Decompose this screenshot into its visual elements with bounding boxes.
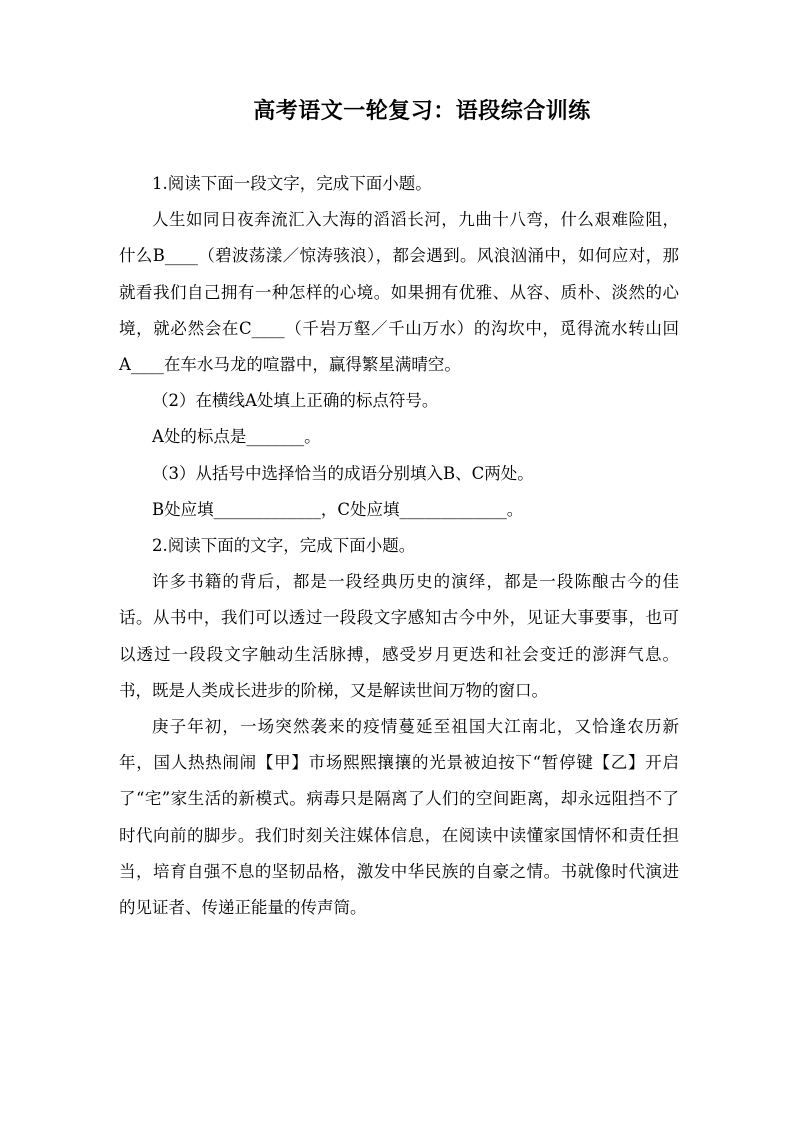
question-1-part-2-answer: A处的标点是_______。 <box>152 427 321 447</box>
document-body <box>119 166 679 926</box>
question-1-passage: 人生如同日夜奔流汇入大海的滔滔长河，九曲十八弯，什么艰难险阻，什么B____（碧波荡漾／惊涛骇浪），都会遇到。风浪汹涌中，如何应对，那就看我们自己拥有一种怎样的心境。如果拥有优雅、从容、质朴、淡然的心境，就必然会在C____（千岩万壑／千山万水）的沟坎中，觅得流水转山回A____在车水马龙的喧嚣中，赢得繁星满晴空。 <box>119 210 679 375</box>
question-1-part-2: （2）在横线A处填上正确的标点符号。 <box>152 391 439 411</box>
question-2-passage-1: 许多书籍的背后，都是一段经典历史的演绎，都是一段陈酿古今的佳话。从书中，我们可以透过一段段文字感知古今中外，见证大事要事，也可以透过一段段文字触动生活脉搏，感受岁月更迭和社会变迁的澎湃气息。书，既是人类成长进步的阶梯，又是解读世间万物的窗口。 <box>119 572 679 700</box>
page-title: 高考语文一轮复习：语段综合训练 <box>253 99 591 124</box>
question-1-heading: 1.阅读下面一段文字，完成下面小题。 <box>152 174 432 193</box>
question-1-part-3-answer: B处应填_____________，C处应填_____________。 <box>152 499 524 519</box>
question-2-passage-2: 庚子年初，一场突然袭来的疫情蔓延至祖国大江南北，又恰逢农历新年，国人热热闹闹【甲】市场熙熙攘攘的光景被迫按下“暂停键【乙】开启了“宅”家生活的新模式。病毒只是隔离了人们的空间距离，却永远阻挡不了时代向前的脚步。我们时刻关注媒体信息，在阅读中读懂家国情怀和责任担当，培育自强不息的坚韧品格，激发中华民族的自豪之情。书就像时代演进的见证者、传递正能量的传声筒。 <box>119 717 679 918</box>
question-1-part-3: （3）从括号中选择恰当的成语分别填入B、C两处。 <box>152 463 534 483</box>
question-2-heading: 2.阅读下面的文字，完成下面小题。 <box>152 536 416 556</box>
